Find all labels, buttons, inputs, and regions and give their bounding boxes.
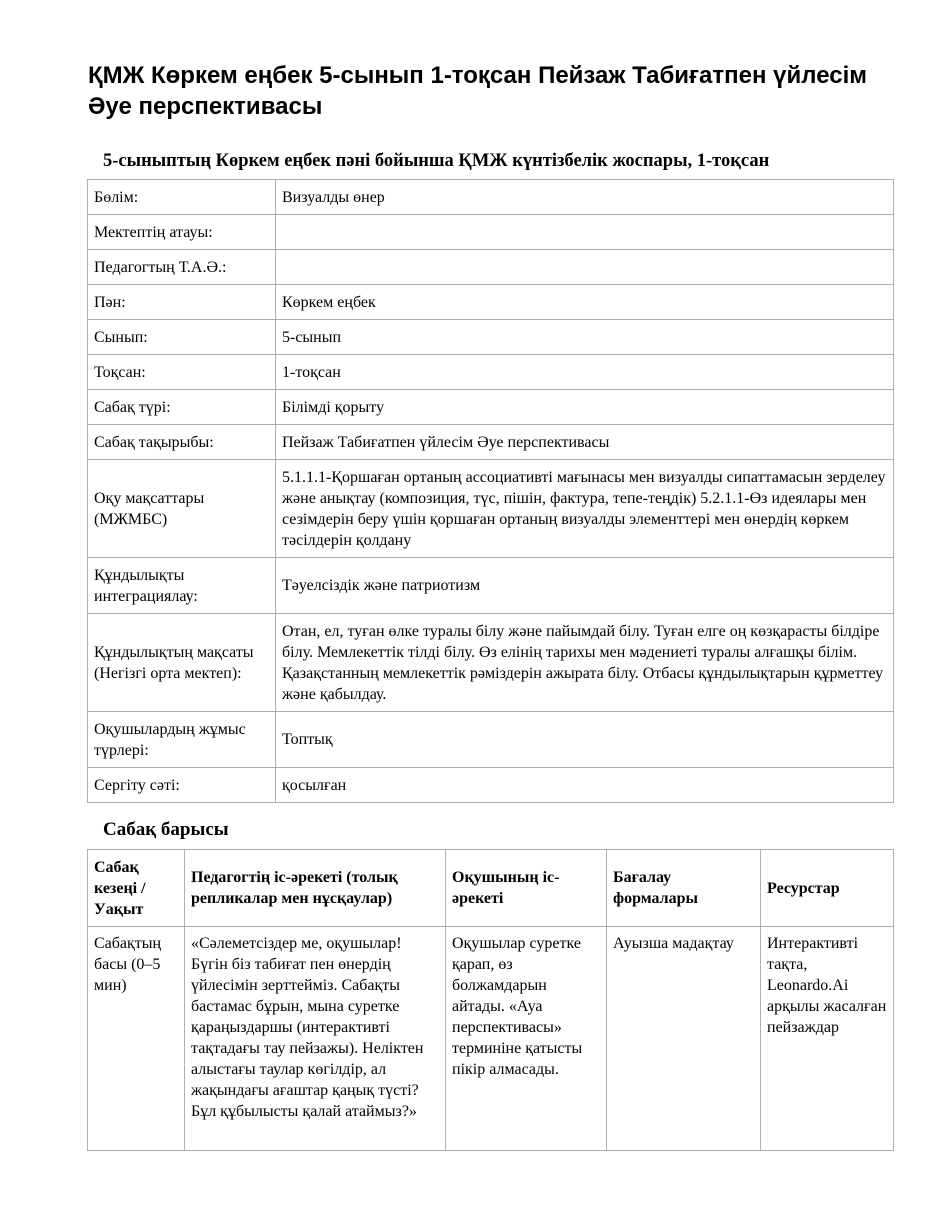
info-row-learning-objectives [88, 460, 894, 558]
info-label: Пән: [88, 285, 276, 320]
info-row-school [88, 215, 894, 250]
info-row-value-integration [88, 558, 894, 614]
document-title: ҚМЖ Көркем еңбек 5-сынып 1-тоқсан Пейзаж Табиғатпен үйлесім Әуе перспективасы [88, 62, 867, 120]
info-label: Педагогтың Т.А.Ә.: [88, 250, 276, 285]
info-row-grade [88, 320, 894, 355]
info-label: Сынып: [88, 320, 276, 355]
lesson-progress-table [87, 849, 894, 1151]
info-value: Визуалды өнер [276, 180, 894, 215]
info-value [276, 215, 894, 250]
info-row-warmup [88, 768, 894, 803]
lesson-assessment: Ауызша мадақтау [607, 927, 761, 1151]
lesson-stage: Сабақтың басы (0–5 мин) [88, 927, 185, 1151]
info-value: Пейзаж Табиғатпен үйлесім Әуе перспективасы [276, 425, 894, 460]
info-value: 1-тоқсан [276, 355, 894, 390]
info-row-subject [88, 285, 894, 320]
info-value: 5.1.1.1-Қоршаған ортаның ассоциативті мағынасы мен визуалды сипаттамасын зерделеу және анықтау (композиция, түс, пішін, фактура, тепе-теңдік) 5.2.1.1-Өз идеялары мен сезімдерін беру үшін қоршаған ортаның визуалды элементтері мен өнердің көркем тәсілдерін қолдану [276, 460, 894, 558]
info-value: қосылған [276, 768, 894, 803]
info-value: Көркем еңбек [276, 285, 894, 320]
info-value: Топтық [276, 712, 894, 768]
info-label: Құндылықтың мақсаты (Негізгі орта мектеп): [88, 614, 276, 712]
info-label: Құндылықты интеграциялау: [88, 558, 276, 614]
info-row-value-goal [88, 614, 894, 712]
plan-heading: 5-сыныптың Көркем еңбек пәні бойынша ҚМЖ күнтізбелік жоспары, 1-тоқсан [103, 151, 770, 171]
info-row-section [88, 180, 894, 215]
info-value [276, 250, 894, 285]
lesson-row [88, 927, 894, 1151]
info-label: Сабақ түрі: [88, 390, 276, 425]
lesson-info-table [87, 179, 894, 803]
header-resources: Ресурстар [761, 850, 894, 927]
info-row-quarter [88, 355, 894, 390]
info-row-lesson-type [88, 390, 894, 425]
lesson-header-row [88, 850, 894, 927]
info-label: Бөлім: [88, 180, 276, 215]
info-label: Мектептің атауы: [88, 215, 276, 250]
header-assessment: Бағалау формалары [607, 850, 761, 927]
info-row-teacher [88, 250, 894, 285]
lesson-progress-heading: Сабақ барысы [103, 819, 229, 840]
lesson-student-activity: Оқушылар суретке қарап, өз болжамдарын айтады. «Ауа перспективасы» терминіне қатысты пікір алмасады. [446, 927, 607, 1151]
lesson-teacher-activity: «Сәлеметсіздер ме, оқушылар! Бүгін біз табиғат пен өнердің үйлесімін зерттейміз. Сабақты бастамас бұрын, мына суретке қараңыздаршы (интерактивті тақтадағы тау пейзажы). Неліктен алыстағы таулар көгілдір, ал жақындағы ағаштар қаңық түсті? Бұл құбылысты қалай атаймыз?» [185, 927, 446, 1151]
info-value: Тәуелсіздік және патриотизм [276, 558, 894, 614]
info-label: Тоқсан: [88, 355, 276, 390]
info-label: Оқушылардың жұмыс түрлері: [88, 712, 276, 768]
info-value: Білімді қорыту [276, 390, 894, 425]
info-label: Оқу мақсаттары (МЖМБС) [88, 460, 276, 558]
info-row-work-types [88, 712, 894, 768]
lesson-resources: Интерактивті тақта, Leonardo.Ai арқылы жасалған пейзаждар [761, 927, 894, 1151]
info-value: Отан, ел, туған өлке туралы білу және пайымдай білу. Туған елге оң көзқарасты білдіре білу. Мемлекеттік тілді білу. Өз елінің тарихы мен мәдениеті туралы алғашқы білім. Қазақстанның мемлекеттік рәміздерін ажырата білу. Отбасы құндылықтарын құрметтеу және қабылдау. [276, 614, 894, 712]
header-stage: Сабақ кезеңі / Уақыт [88, 850, 185, 927]
header-student-activity: Оқушының іс-әрекеті [446, 850, 607, 927]
info-row-lesson-topic [88, 425, 894, 460]
info-label: Сергіту сәті: [88, 768, 276, 803]
header-teacher-activity: Педагогтің іс-әрекеті (толық репликалар мен нұсқаулар) [185, 850, 446, 927]
info-value: 5-сынып [276, 320, 894, 355]
info-label: Сабақ тақырыбы: [88, 425, 276, 460]
